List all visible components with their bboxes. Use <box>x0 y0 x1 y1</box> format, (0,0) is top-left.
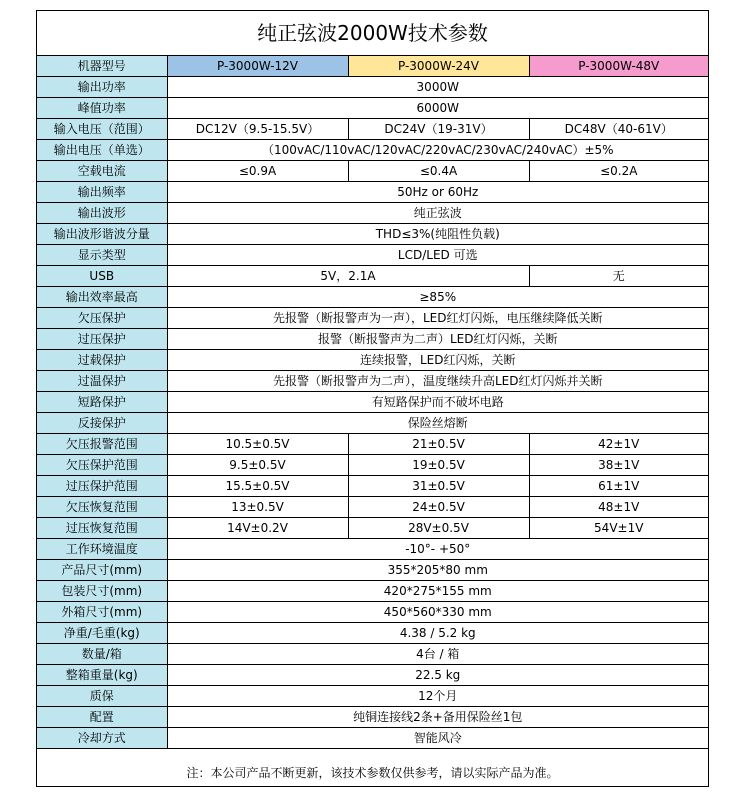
row-value: P-3000W-24V <box>348 56 529 77</box>
table-row <box>37 455 708 476</box>
table-row <box>37 539 708 560</box>
row-value: 15.5±0.5V <box>167 476 348 497</box>
table-row <box>37 686 708 707</box>
table-row <box>37 434 708 455</box>
row-value: DC24V（19-31V） <box>348 119 529 140</box>
row-value: 42±1V <box>529 434 708 455</box>
row-label: 外箱尺寸(mm) <box>37 602 167 623</box>
row-value: 报警（断报警声为二声）LED红灯闪烁，关断 <box>167 329 708 350</box>
row-value: 420*275*155 mm <box>167 581 708 602</box>
row-value: 保险丝熔断 <box>167 413 708 434</box>
row-value: 3000W <box>167 77 708 98</box>
table-row <box>37 350 708 371</box>
row-label: 输入电压（范围） <box>37 119 167 140</box>
table-row <box>37 413 708 434</box>
row-value: 5V，2.1A <box>167 266 529 287</box>
table-row <box>37 644 708 665</box>
row-value: 13±0.5V <box>167 497 348 518</box>
row-label: 过压恢复范围 <box>37 518 167 539</box>
spec-sheet <box>36 10 709 787</box>
table-row <box>37 602 708 623</box>
row-value: 无 <box>529 266 708 287</box>
table-row <box>37 728 708 749</box>
table-row <box>37 98 708 119</box>
row-label: USB <box>37 266 167 287</box>
row-label: 反接保护 <box>37 413 167 434</box>
row-value: DC12V（9.5-15.5V） <box>167 119 348 140</box>
row-label: 欠压保护范围 <box>37 455 167 476</box>
table-row <box>37 161 708 182</box>
table-row <box>37 476 708 497</box>
row-label: 过压保护 <box>37 329 167 350</box>
row-label: 工作环境温度 <box>37 539 167 560</box>
row-label: 欠压保护 <box>37 308 167 329</box>
row-value: 4台 / 箱 <box>167 644 708 665</box>
row-value: ≤0.9A <box>167 161 348 182</box>
row-label: 质保 <box>37 686 167 707</box>
table-row <box>37 203 708 224</box>
row-value: DC48V（40-61V） <box>529 119 708 140</box>
row-value: ≤0.4A <box>348 161 529 182</box>
row-value: 19±0.5V <box>348 455 529 476</box>
row-value: 4.38 / 5.2 kg <box>167 623 708 644</box>
row-value: 先报警（断报警声为一声），LED红灯闪烁，电压继续降低关断 <box>167 308 708 329</box>
row-value: 28V±0.5V <box>348 518 529 539</box>
table-row <box>37 707 708 728</box>
table-row <box>37 182 708 203</box>
spec-table <box>37 56 708 749</box>
row-label: 配置 <box>37 707 167 728</box>
table-row <box>37 287 708 308</box>
row-value: 31±0.5V <box>348 476 529 497</box>
table-row <box>37 245 708 266</box>
row-value: 智能风冷 <box>167 728 708 749</box>
row-value: -10°- +50° <box>167 539 708 560</box>
row-label: 过温保护 <box>37 371 167 392</box>
row-label: 包装尺寸(mm) <box>37 581 167 602</box>
table-row <box>37 392 708 413</box>
table-row <box>37 623 708 644</box>
row-value: 355*205*80 mm <box>167 560 708 581</box>
table-row <box>37 329 708 350</box>
row-value: ≤0.2A <box>529 161 708 182</box>
row-label: 空载电流 <box>37 161 167 182</box>
row-value: 38±1V <box>529 455 708 476</box>
row-value: （100vAC/110vAC/120vAC/220vAC/230vAC/240vAC）±5% <box>167 140 708 161</box>
row-label: 过压保护范围 <box>37 476 167 497</box>
row-label: 输出波形 <box>37 203 167 224</box>
row-value: 12个月 <box>167 686 708 707</box>
row-value: 10.5±0.5V <box>167 434 348 455</box>
row-value: 21±0.5V <box>348 434 529 455</box>
row-value: 先报警（断报警声为二声），温度继续升高LED红灯闪烁并关断 <box>167 371 708 392</box>
table-row <box>37 560 708 581</box>
table-row <box>37 77 708 98</box>
table-row <box>37 497 708 518</box>
table-row <box>37 119 708 140</box>
row-value: ≥85% <box>167 287 708 308</box>
row-value: 22.5 kg <box>167 665 708 686</box>
row-label: 过载保护 <box>37 350 167 371</box>
row-label: 显示类型 <box>37 245 167 266</box>
table-row <box>37 140 708 161</box>
row-value: 有短路保护而不破坏电路 <box>167 392 708 413</box>
row-value: 9.5±0.5V <box>167 455 348 476</box>
row-label: 整箱重量(kg) <box>37 665 167 686</box>
row-label: 数量/箱 <box>37 644 167 665</box>
row-label: 短路保护 <box>37 392 167 413</box>
row-value: P-3000W-48V <box>529 56 708 77</box>
footnote: 注：本公司产品不断更新，该技术参数仅供参考，请以实际产品为准。 <box>186 766 559 780</box>
row-value: 6000W <box>167 98 708 119</box>
row-label: 输出效率最高 <box>37 287 167 308</box>
row-label: 冷却方式 <box>37 728 167 749</box>
table-row <box>37 308 708 329</box>
row-value: 连续报警，LED红闪烁，关断 <box>167 350 708 371</box>
table-row <box>37 56 708 77</box>
row-value: P-3000W-12V <box>167 56 348 77</box>
row-value: 54V±1V <box>529 518 708 539</box>
row-label: 输出波形谐波分量 <box>37 224 167 245</box>
row-label: 欠压恢复范围 <box>37 497 167 518</box>
table-row <box>37 371 708 392</box>
table-row <box>37 518 708 539</box>
row-label: 峰值功率 <box>37 98 167 119</box>
row-value: 纯铜连接线2条+备用保险丝1包 <box>167 707 708 728</box>
row-label: 输出电压（单选） <box>37 140 167 161</box>
row-label: 机器型号 <box>37 56 167 77</box>
row-value: 14V±0.2V <box>167 518 348 539</box>
row-label: 输出功率 <box>37 77 167 98</box>
row-value: 450*560*330 mm <box>167 602 708 623</box>
row-label: 产品尺寸(mm) <box>37 560 167 581</box>
row-value: 50Hz or 60Hz <box>167 182 708 203</box>
row-label: 输出频率 <box>37 182 167 203</box>
row-label: 净重/毛重(kg) <box>37 623 167 644</box>
sheet-title: 纯正弦波2000W技术参数 <box>37 11 708 56</box>
row-value: 61±1V <box>529 476 708 497</box>
table-row <box>37 665 708 686</box>
row-value: 纯正弦波 <box>167 203 708 224</box>
table-row <box>37 224 708 245</box>
row-value: THD≤3%(纯阻性负载) <box>167 224 708 245</box>
row-value: 48±1V <box>529 497 708 518</box>
row-value: 24±0.5V <box>348 497 529 518</box>
row-label: 欠压报警范围 <box>37 434 167 455</box>
table-row <box>37 266 708 287</box>
table-row <box>37 581 708 602</box>
row-value: LCD/LED 可选 <box>167 245 708 266</box>
